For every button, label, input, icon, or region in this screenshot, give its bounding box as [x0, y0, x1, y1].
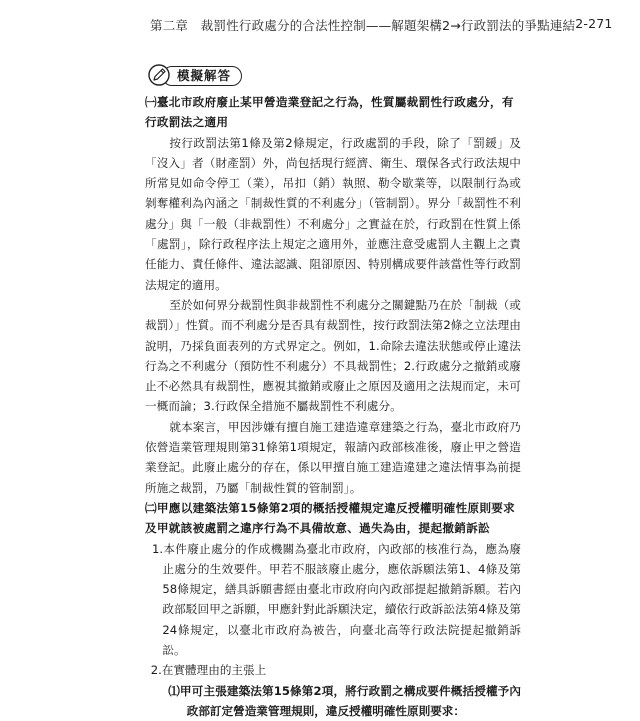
section-1-paragraph-2: 至於如何界分裁罰性與非裁罰性不利處分之關鍵點乃在於「制裁（或裁罰）」性質。而不利處分是否具有裁罰性，按行政罰法第2條之立法理由說明，乃採負面表列的方式界定之。例如，1.命除去違法狀態或停止違法行為之不利處分（預防性不利處分）不具裁罰性；2.行政處分之撤銷或廢止不必然具有裁罰性，應視其撤銷或廢止之原因及適用之法規而定，未可一概而論；3.行政保全措施不屬裁罰性不利處分。 — [145, 297, 521, 414]
section-1-paragraph-3: 就本案言，甲因涉嫌有擅自施工建造違章建築之行為，臺北市政府乃依營造業管理規則第31條第1項規定，報請內政部核准後，廢止甲之營造業登記。此廢止處分的存在，係以甲擅自施工建造違建之違法情事為前提所施之裁罰，乃屬「制裁性質的管制罰」。 — [145, 419, 521, 495]
section-2-item-1: 1.本件廢止處分的作成機關為臺北市政府，內政部的核准行為，應為廢止處分的生效要件。甲若不服該廢止處分，應依訴願法第1、4條及第58條規定，繕具訴願書經由臺北市政府向內政部提起撤銷訴願。若內政部駁回甲之訴願，甲應針對此訴願決定，續依行政訴訟法第4條及第24條規定，以臺北市政府為被告，向臺北高等行政法院提起撤銷訴訟。 — [151, 541, 521, 658]
section-2-heading — [145, 498, 521, 539]
page-number: 2-271 — [575, 16, 613, 31]
section-1-marker: ㈠ — [145, 95, 157, 109]
section-1-heading-text: 臺北市政府廢止某甲營造業登記之行為，性質屬裁罰性行政處分，有行政罰法之適用 — [145, 95, 514, 130]
section-2-subitem-1: ⑴甲可主張建築法第15條第2項，將行政罰之構成要件概括授權予內政部訂定營造業管理規則，違反授權明確性原則要求： — [168, 683, 521, 718]
pencil-icon — [148, 64, 170, 86]
chapter-title: 第二章 裁罰性行政處分的合法性控制——解題架構2→行政罰法的爭點連結 — [150, 18, 576, 33]
answer-body — [145, 92, 521, 721]
section-2-item-2: 2.在實體理由的主張上 — [150, 663, 267, 678]
model-answer-badge — [148, 64, 244, 86]
section-2-heading-text: 甲應以建築法第15條第2項的概括授權規定違反授權明確性原則要求及甲就該被處罰之違序行為不具備故意、過失為由，提起撤銷訴訟 — [145, 500, 516, 536]
model-answer-label: 模擬解答 — [162, 66, 242, 86]
section-1-heading — [145, 92, 521, 133]
section-2-marker: ㈡ — [145, 500, 157, 515]
running-header — [150, 16, 613, 34]
section-1-paragraph-1: 按行政罰法第1條及第2條規定，行政處罰的手段，除了「罰鍰」及「沒入」者（財產罰）外，尚包括現行經濟、衛生、環保各式行政法規中所常見如命令停工（業），吊扣（銷）執照、勒令歇業等，以限制行為或剝奪權利為內涵之「制裁性質的不利處分」（管制罰）。界分「裁罰性不利處分」與「一般（非裁罰性）不利處分」之實益在於，行政罰在性質上係「處罰」，除行政程序法上規定之適用外，並應注意受處罰人主觀上之責任能力、責任條件、違法認識、阻卻原因、特別構成要件該當性等行政罰法規定的適用。 — [145, 135, 521, 292]
